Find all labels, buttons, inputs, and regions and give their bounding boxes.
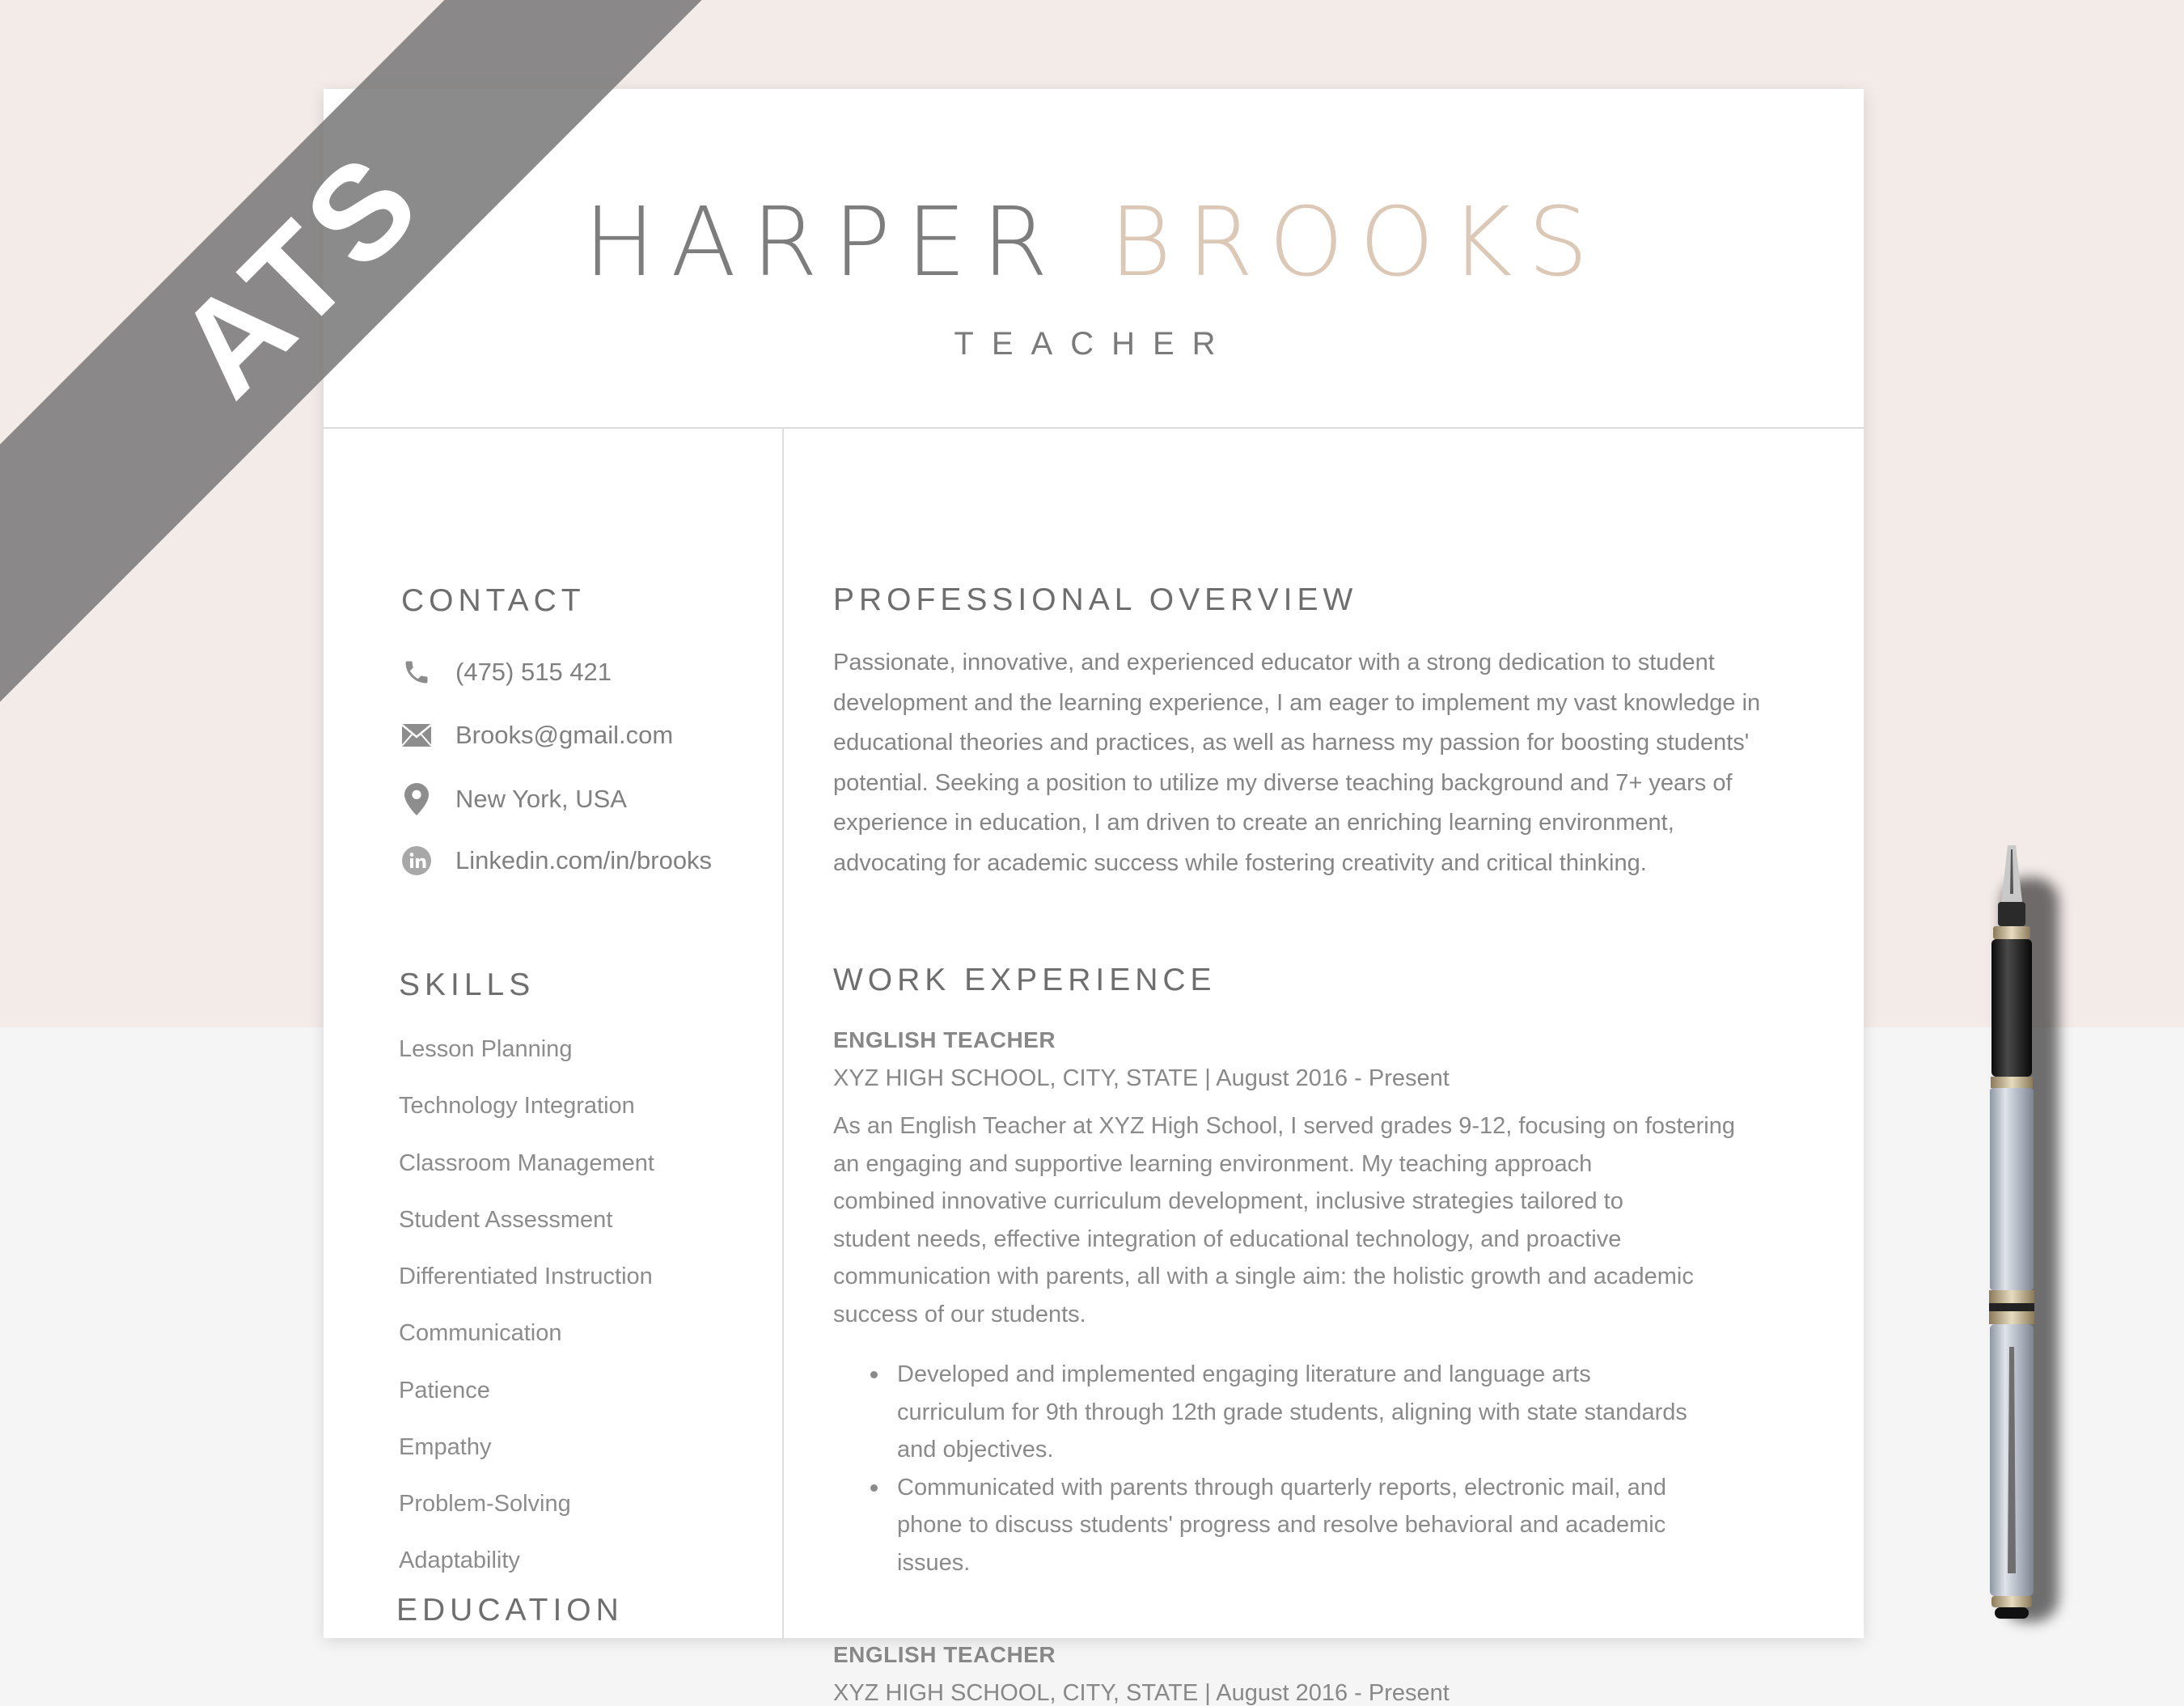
bullet-line: curriculum for 9th through 12th grade students, aligning with state standards <box>897 1399 1687 1425</box>
last-name: BROOKS <box>1109 186 1604 298</box>
bullet-line: issues. <box>897 1549 971 1576</box>
job-bullets <box>897 1356 1827 1581</box>
contact-email <box>400 716 673 755</box>
skill-item: Differentiated Instruction <box>399 1264 653 1289</box>
bullet-line: Communicated with parents through quarterly reports, electronic mail, and <box>897 1474 1667 1501</box>
description-line: an engaging and supportive learning environment. My teaching approach <box>833 1150 1593 1177</box>
skill-item: Student Assessment <box>399 1207 613 1233</box>
contact-phone-text: (475) 515 421 <box>455 658 612 686</box>
description-line: success of our students. <box>833 1301 1086 1327</box>
overview-line: experience in education, I am driven to create an enriching learning environment, <box>833 810 1674 836</box>
job-title: ENGLISH TEACHER <box>833 1027 1056 1052</box>
ats-ribbon-label: ATS <box>148 123 450 425</box>
skill-item: Technology Integration <box>399 1093 635 1119</box>
contact-linkedin-text: Linkedin.com/in/brooks <box>455 846 713 874</box>
overview-line: potential. Seeking a position to utilize my diverse teaching background and 7+ years of <box>833 769 1733 796</box>
job-description <box>833 1107 1820 1333</box>
skill-item: Empathy <box>399 1434 492 1460</box>
bullet-item <box>897 1469 1827 1582</box>
location-pin-icon <box>400 783 433 815</box>
job-meta: XYZ HIGH SCHOOL, CITY, STATE | August 2016 - Present <box>833 1065 1450 1091</box>
description-line: student needs, effective integration of educational technology, and proactive <box>833 1226 1622 1252</box>
skill-item: Patience <box>399 1378 490 1403</box>
overview-line: advocating for academic success while fostering creativity and critical thinking. <box>833 849 1647 876</box>
description-line: combined innovative curriculum development, inclusive strategies tailored to <box>833 1188 1623 1214</box>
contact-title: CONTACT <box>401 583 586 618</box>
contact-phone <box>400 653 612 692</box>
first-name: HARPER <box>583 186 1064 298</box>
bullet-line: Developed and implemented engaging literature and language arts <box>897 1361 1591 1387</box>
description-line: communication with parents, all with a single aim: the holistic growth and academic <box>833 1264 1694 1289</box>
skill-item: Classroom Management <box>399 1150 654 1176</box>
skills-title: SKILLS <box>399 967 535 1002</box>
candidate-role: TEACHER <box>954 326 1234 362</box>
mail-icon <box>400 719 433 751</box>
job-meta: XYZ HIGH SCHOOL, CITY, STATE | August 2016 - Present <box>833 1680 1450 1706</box>
overview-line: Passionate, innovative, and experienced educator with a strong dedication to student <box>833 650 1715 675</box>
contact-location-text: New York, USA <box>455 785 627 813</box>
phone-icon <box>400 656 433 688</box>
skill-item: Communication <box>399 1320 562 1346</box>
contact-linkedin <box>400 841 712 880</box>
skill-item: Problem-Solving <box>399 1491 571 1517</box>
job-title: ENGLISH TEACHER <box>833 1642 1056 1667</box>
sidebar <box>324 427 782 1638</box>
overview-line: educational theories and practices, as well as harness my passion for boosting students' <box>833 730 1750 756</box>
overview-title: PROFESSIONAL OVERVIEW <box>833 582 1358 617</box>
resume-page <box>324 89 1864 1706</box>
linkedin-icon <box>400 845 433 877</box>
bullet-line: phone to discuss students' progress and resolve behavioral and academic <box>897 1512 1666 1538</box>
fountain-pen-icon <box>1958 845 2071 1622</box>
contact-location <box>400 780 627 819</box>
description-line: As an English Teacher at XYZ High School, I served grades 9-12, focusing on fostering <box>833 1113 1735 1139</box>
experience-title: WORK EXPERIENCE <box>833 963 1217 997</box>
main-column <box>784 427 1864 1706</box>
contact-email-text: Brooks@gmail.com <box>455 721 674 749</box>
skill-item: Adaptability <box>399 1547 520 1573</box>
candidate-name <box>324 186 1864 298</box>
bullet-line: and objectives. <box>897 1437 1054 1463</box>
overview-text <box>833 643 1804 884</box>
bullet-item <box>897 1356 1827 1469</box>
education-title: EDUCATION <box>396 1593 624 1628</box>
overview-line: development and the learning experience, I am eager to implement my vast knowledge in <box>833 689 1761 716</box>
skill-item: Lesson Planning <box>399 1036 573 1062</box>
